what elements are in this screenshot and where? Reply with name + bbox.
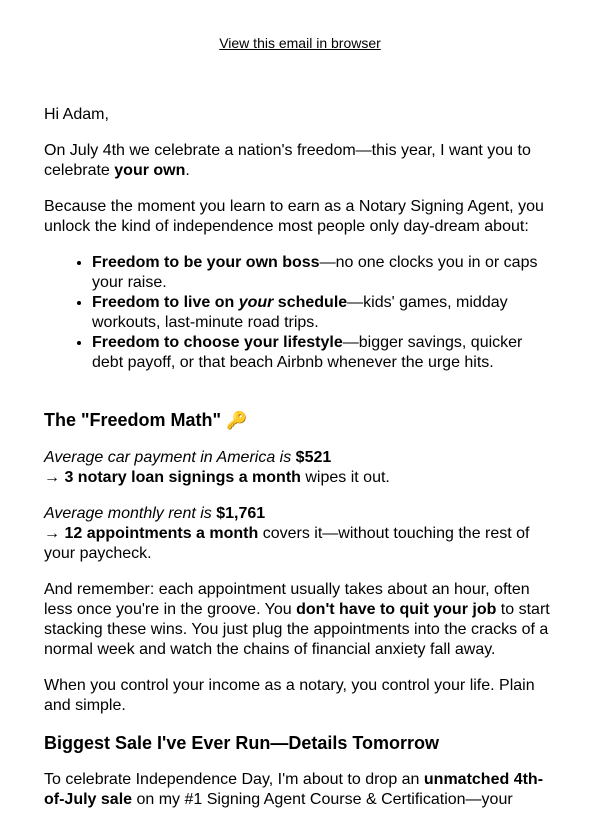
rent-text: covers it—without touching the rest of your paycheck.: [44, 525, 530, 562]
key-icon: 🔑: [226, 411, 248, 431]
control-paragraph: When you control your income as a notary, you control your life. Plain and simple.: [44, 677, 535, 714]
list-item: [92, 293, 556, 333]
car-payment-label: Average car payment in America is: [44, 449, 296, 466]
list-item: [92, 333, 556, 373]
email-body: [44, 105, 556, 826]
bullet-title-part: Freedom to live on: [92, 294, 239, 311]
list-item: [92, 253, 556, 293]
intro-text: On July 4th we celebrate a nation's freedom—this year, I want you to celebrate: [44, 142, 531, 179]
bullet-title-part: schedule: [273, 294, 348, 311]
car-signings-count: 3 notary loan signings a month: [64, 469, 301, 486]
intro-paragraph: [44, 141, 556, 181]
rent-amount: $1,761: [216, 505, 266, 522]
car-payment-amount: $521: [295, 449, 332, 466]
arrow-icon: →: [44, 525, 65, 542]
independence-paragraph: Because the moment you learn to earn as a Notary Signing Agent, you unlock the kind of independence most people only day-dream about:: [44, 198, 544, 235]
view-in-browser-link[interactable]: View this email in browser: [219, 35, 381, 51]
bullet-title: Freedom to be your own boss: [92, 254, 320, 271]
freedom-list: [44, 253, 556, 373]
rent-paragraph: [44, 504, 556, 564]
greeting: Hi Adam,: [44, 106, 109, 123]
remember-text: And remember: each appointment usually takes about an hour, often less once you're in the groove. You: [44, 581, 530, 618]
car-payment-text: wipes it out.: [300, 469, 390, 486]
freedom-math-heading: [44, 409, 556, 432]
bullet-text: —bigger savings, quicker debt payoff, or that beach Airbnb whenever the urge hits.: [92, 334, 523, 371]
sale-emphasis: unmatched 4th-of-July sale: [44, 771, 544, 808]
sale-paragraph: [44, 770, 556, 810]
rent-appointments-count: 12 appointments a month: [64, 525, 259, 542]
intro-emphasis: your own: [114, 162, 186, 179]
intro-text-end: .: [185, 162, 190, 179]
view-in-browser-bar: [0, 34, 600, 52]
sale-heading: Biggest Sale I've Ever Run—Details Tomorrow: [44, 733, 440, 753]
bullet-text: —no one clocks you in or caps your raise.: [92, 254, 538, 291]
bullet-title: [92, 294, 347, 311]
heading-text: The "Freedom Math": [44, 410, 222, 430]
arrow-icon: →: [44, 469, 65, 486]
bullet-title: Freedom to choose your lifestyle: [92, 334, 343, 351]
bullet-text: —kids' games, midday workouts, last-minute road trips.: [92, 294, 508, 331]
remember-text-end: to start stacking these wins. You just plug the appointments into the cracks of a normal week and watch the chains of financial anxiety fall away.: [44, 601, 550, 658]
remember-paragraph: [44, 580, 556, 660]
remember-emphasis: don't have to quit your job: [296, 601, 497, 618]
rent-label: Average monthly rent is: [44, 505, 217, 522]
sale-text-end: on my #1 Signing Agent Course & Certification—your: [132, 791, 513, 808]
sale-text: To celebrate Independence Day, I'm about to drop an: [44, 771, 424, 788]
car-payment-paragraph: [44, 448, 556, 488]
bullet-title-emphasis: your: [238, 294, 274, 311]
